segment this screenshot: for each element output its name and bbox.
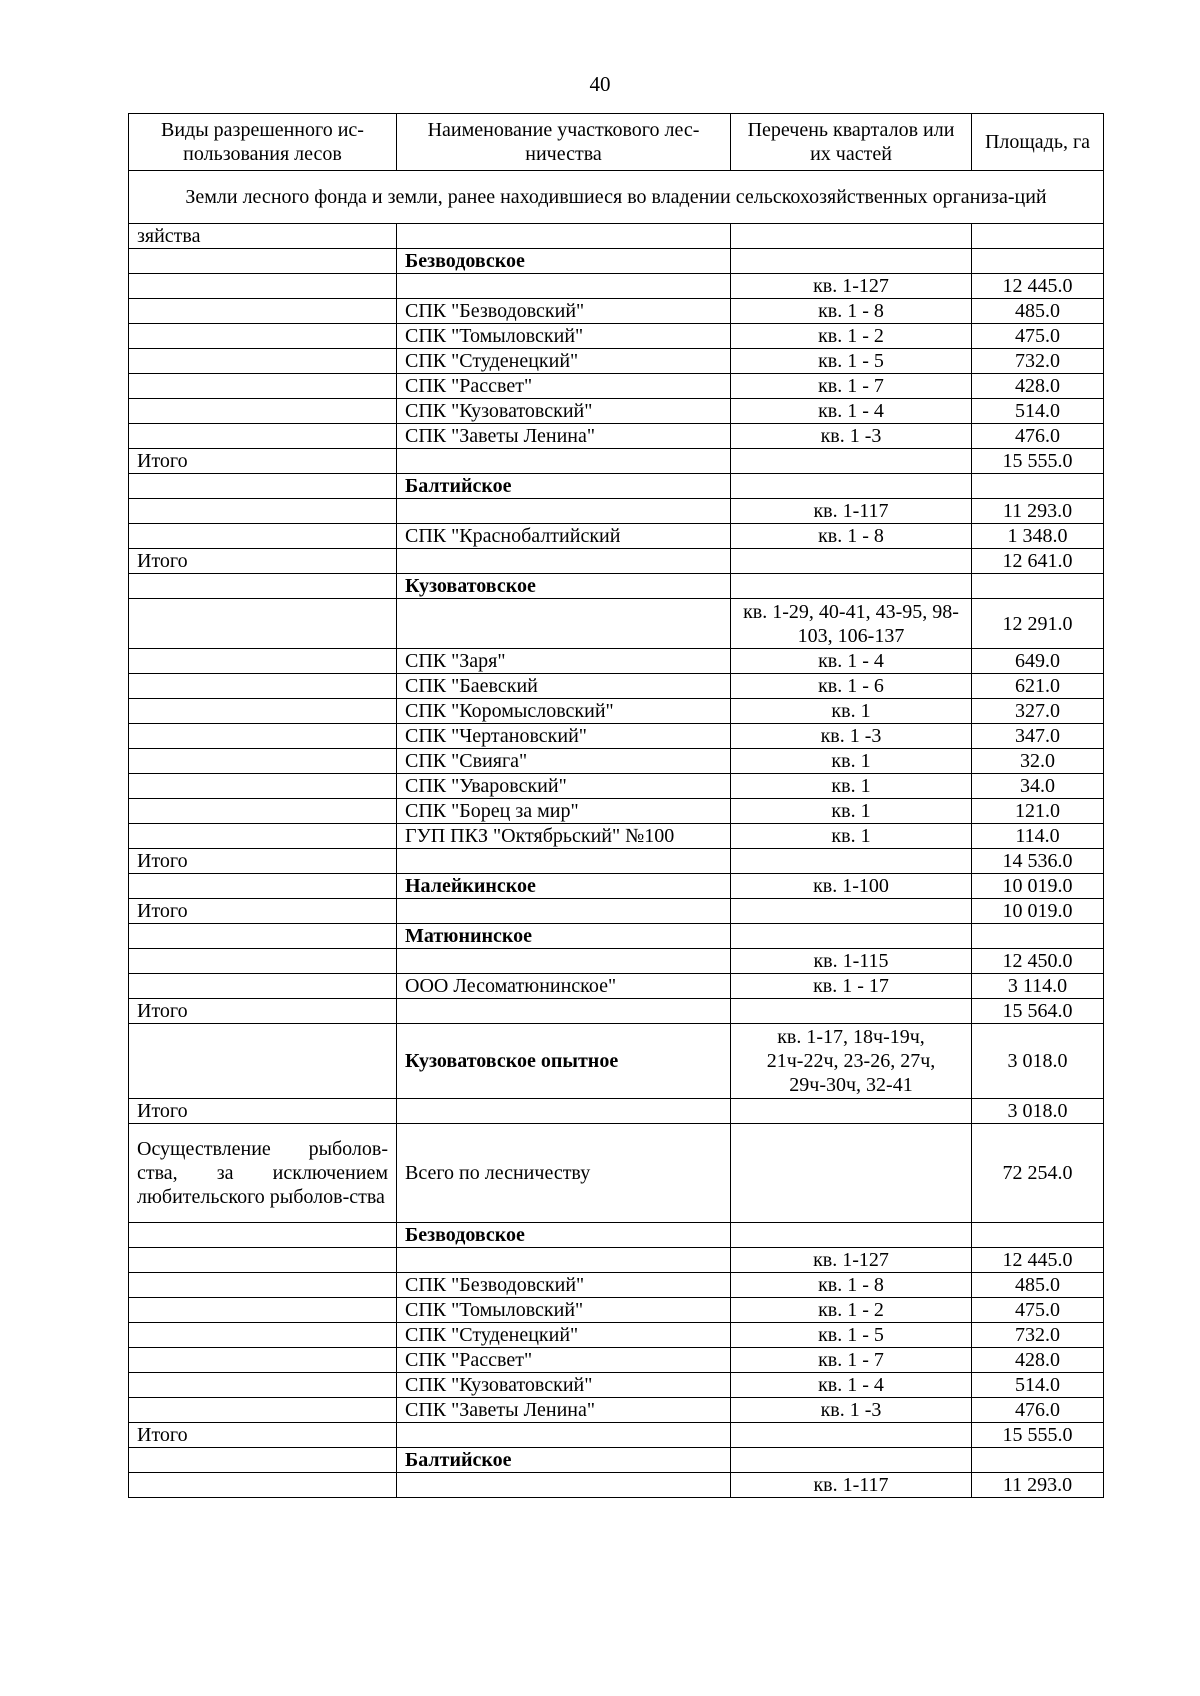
forestry-cell: СПК "Кузоватовский" [397, 1373, 731, 1398]
total-label: Итого [129, 899, 397, 924]
table-row [129, 499, 1104, 524]
forestry-cell: ГУП ПКЗ "Октябрьский" №100 [397, 824, 731, 849]
area-cell: 12 445.0 [972, 1248, 1104, 1273]
table-row [129, 274, 1104, 299]
quarters-cell: кв. 1-115 [731, 949, 972, 974]
forestry-cell: СПК "Заветы Ленина" [397, 1398, 731, 1423]
table-row [129, 1248, 1104, 1273]
quarters-cell: кв. 1 - 5 [731, 1323, 972, 1348]
table-row [129, 724, 1104, 749]
table-row [129, 774, 1104, 799]
quarters-cell: кв. 1 - 2 [731, 324, 972, 349]
table-row [129, 1273, 1104, 1298]
forestry-heading-row [129, 474, 1104, 499]
table-row [129, 224, 1104, 249]
forestry-cell: СПК "Заря" [397, 649, 731, 674]
forestry-heading-row [129, 1448, 1104, 1473]
total-row [129, 549, 1104, 574]
quarters-cell: кв. 1-17, 18ч-19ч, 21ч-22ч, 23-26, 27ч, 29ч-30ч, 32-41 [731, 1024, 972, 1099]
area-cell [972, 224, 1104, 249]
table-row [129, 1473, 1104, 1498]
section-title: Земли лесного фонда и земли, ранее находившиеся во владении сельскохозяйственных организа-ций [129, 171, 1104, 224]
total-label: Итого [129, 549, 397, 574]
forestry-cell: СПК "Коромысловский" [397, 699, 731, 724]
usage-cell: зяйства [129, 224, 397, 249]
table-row [129, 349, 1104, 374]
forestry-cell [397, 224, 731, 249]
quarters-cell: кв. 1 - 6 [731, 674, 972, 699]
total-label: Итого [129, 1099, 397, 1124]
quarters-cell: кв. 1 [731, 699, 972, 724]
forestry-name: Балтийское [397, 474, 731, 499]
forestry-cell: СПК "Чертановский" [397, 724, 731, 749]
area-cell: 732.0 [972, 1323, 1104, 1348]
total-row [129, 899, 1104, 924]
forestry-cell: СПК "Томыловский" [397, 1298, 731, 1323]
area-cell: 428.0 [972, 1348, 1104, 1373]
forestry-heading-row [129, 924, 1104, 949]
table-row [129, 974, 1104, 999]
quarters-cell: кв. 1 -3 [731, 424, 972, 449]
forestry-total-label: Всего по лесничеству [397, 1124, 731, 1223]
total-area: 15 555.0 [972, 449, 1104, 474]
area-cell: 514.0 [972, 1373, 1104, 1398]
area-cell: 1 348.0 [972, 524, 1104, 549]
usage-row [129, 1124, 1104, 1223]
usage-cell: Осуществление рыболов-ства, за исключением любительского рыболов-ства [129, 1124, 397, 1223]
table-row [129, 299, 1104, 324]
total-area: 10 019.0 [972, 899, 1104, 924]
forestry-name: Безводовское [397, 249, 731, 274]
quarters-cell: кв. 1 [731, 749, 972, 774]
forestry-total-area: 72 254.0 [972, 1124, 1104, 1223]
total-label: Итого [129, 449, 397, 474]
table-row [129, 799, 1104, 824]
area-cell: 3 018.0 [972, 1024, 1104, 1099]
area-cell: 11 293.0 [972, 499, 1104, 524]
total-row [129, 999, 1104, 1024]
total-area: 3 018.0 [972, 1099, 1104, 1124]
forest-usage-table [128, 113, 1104, 1498]
quarters-cell: кв. 1 [731, 824, 972, 849]
header-area: Площадь, га [972, 114, 1104, 171]
quarters-cell: кв. 1 - 5 [731, 349, 972, 374]
quarters-cell: кв. 1 - 2 [731, 1298, 972, 1323]
forestry-cell: СПК "Безводовский" [397, 1273, 731, 1298]
forestry-heading-row [129, 574, 1104, 599]
area-cell: 485.0 [972, 1273, 1104, 1298]
table-row [129, 524, 1104, 549]
quarters-cell [731, 224, 972, 249]
area-cell: 11 293.0 [972, 1473, 1104, 1498]
quarters-cell: кв. 1 - 4 [731, 399, 972, 424]
quarters-cell: кв. 1 - 4 [731, 649, 972, 674]
area-cell: 10 019.0 [972, 874, 1104, 899]
forestry-cell: СПК "Студенецкий" [397, 1323, 731, 1348]
area-cell: 121.0 [972, 799, 1104, 824]
area-cell: 12 291.0 [972, 599, 1104, 649]
total-row [129, 449, 1104, 474]
forestry-name: Матюнинское [397, 924, 731, 949]
area-cell: 327.0 [972, 699, 1104, 724]
forestry-heading-row [129, 1223, 1104, 1248]
area-cell: 12 450.0 [972, 949, 1104, 974]
table-row [129, 324, 1104, 349]
forestry-name: Безводовское [397, 1223, 731, 1248]
area-cell: 12 445.0 [972, 274, 1104, 299]
forestry-cell: СПК "Рассвет" [397, 374, 731, 399]
quarters-cell: кв. 1-127 [731, 1248, 972, 1273]
total-area: 15 564.0 [972, 999, 1104, 1024]
forestry-heading-row [129, 249, 1104, 274]
area-cell: 347.0 [972, 724, 1104, 749]
total-row [129, 849, 1104, 874]
table-row [129, 399, 1104, 424]
area-cell: 476.0 [972, 424, 1104, 449]
forestry-name: Кузоватовское опытное [397, 1024, 731, 1099]
quarters-cell: кв. 1 - 8 [731, 524, 972, 549]
table-row [129, 424, 1104, 449]
forestry-cell: СПК "Студенецкий" [397, 349, 731, 374]
forestry-cell: ООО Лесоматюнинское" [397, 974, 731, 999]
forestry-name: Балтийское [397, 1448, 731, 1473]
forestry-cell: СПК "Томыловский" [397, 324, 731, 349]
table-row [129, 824, 1104, 849]
quarters-cell: кв. 1 - 8 [731, 299, 972, 324]
quarters-cell: кв. 1 - 17 [731, 974, 972, 999]
quarters-cell: кв. 1 [731, 799, 972, 824]
area-cell: 621.0 [972, 674, 1104, 699]
table-row [129, 1298, 1104, 1323]
quarters-cell: кв. 1 - 7 [731, 1348, 972, 1373]
quarters-cell: кв. 1-117 [731, 499, 972, 524]
total-area: 15 555.0 [972, 1423, 1104, 1448]
total-row [129, 1099, 1104, 1124]
header-quarters: Перечень кварталов или их частей [731, 114, 972, 171]
total-area: 14 536.0 [972, 849, 1104, 874]
area-cell: 475.0 [972, 324, 1104, 349]
quarters-cell: кв. 1-29, 40-41, 43-95, 98-103, 106-137 [731, 599, 972, 649]
area-cell: 514.0 [972, 399, 1104, 424]
table-row [129, 949, 1104, 974]
forestry-cell: СПК "Свияга" [397, 749, 731, 774]
quarters-cell: кв. 1 - 4 [731, 1373, 972, 1398]
forestry-cell: СПК "Баевский [397, 674, 731, 699]
table-row [129, 1398, 1104, 1423]
forestry-cell: СПК "Безводовский" [397, 299, 731, 324]
table-header-row [129, 114, 1104, 171]
quarters-cell: кв. 1-127 [731, 274, 972, 299]
area-cell: 732.0 [972, 349, 1104, 374]
total-area: 12 641.0 [972, 549, 1104, 574]
forestry-cell: СПК "Борец за мир" [397, 799, 731, 824]
section-row [129, 171, 1104, 224]
header-usage: Виды разрешенного ис-пользования лесов [129, 114, 397, 171]
area-cell: 34.0 [972, 774, 1104, 799]
header-forestry: Наименование участкового лес-ничества [397, 114, 731, 171]
quarters-cell: кв. 1 -3 [731, 724, 972, 749]
quarters-cell: кв. 1-117 [731, 1473, 972, 1498]
quarters-cell: кв. 1 - 7 [731, 374, 972, 399]
total-row [129, 1423, 1104, 1448]
total-label: Итого [129, 999, 397, 1024]
area-cell: 32.0 [972, 749, 1104, 774]
area-cell: 485.0 [972, 299, 1104, 324]
forestry-cell: СПК "Рассвет" [397, 1348, 731, 1373]
quarters-cell: кв. 1 [731, 774, 972, 799]
area-cell: 428.0 [972, 374, 1104, 399]
table-row [129, 1348, 1104, 1373]
table-row [129, 649, 1104, 674]
area-cell: 476.0 [972, 1398, 1104, 1423]
forestry-heading-row [129, 1024, 1104, 1099]
page-number: 40 [589, 72, 611, 96]
table-row [129, 699, 1104, 724]
area-cell: 114.0 [972, 824, 1104, 849]
forestry-name: Налейкинское [397, 874, 731, 899]
table-row [129, 749, 1104, 774]
table-row [129, 1373, 1104, 1398]
quarters-cell: кв. 1 -3 [731, 1398, 972, 1423]
total-label: Итого [129, 1423, 397, 1448]
table-row [129, 374, 1104, 399]
quarters-cell: кв. 1-100 [731, 874, 972, 899]
table-row [129, 599, 1104, 649]
forestry-heading-row [129, 874, 1104, 899]
area-cell: 3 114.0 [972, 974, 1104, 999]
forestry-cell: СПК "Уваровский" [397, 774, 731, 799]
total-label: Итого [129, 849, 397, 874]
forestry-cell: СПК "Краснобалтийский [397, 524, 731, 549]
table-row [129, 1323, 1104, 1348]
forestry-cell: СПК "Заветы Ленина" [397, 424, 731, 449]
table-row [129, 674, 1104, 699]
area-cell: 649.0 [972, 649, 1104, 674]
area-cell: 475.0 [972, 1298, 1104, 1323]
forestry-name: Кузоватовское [397, 574, 731, 599]
forestry-cell: СПК "Кузоватовский" [397, 399, 731, 424]
quarters-cell: кв. 1 - 8 [731, 1273, 972, 1298]
